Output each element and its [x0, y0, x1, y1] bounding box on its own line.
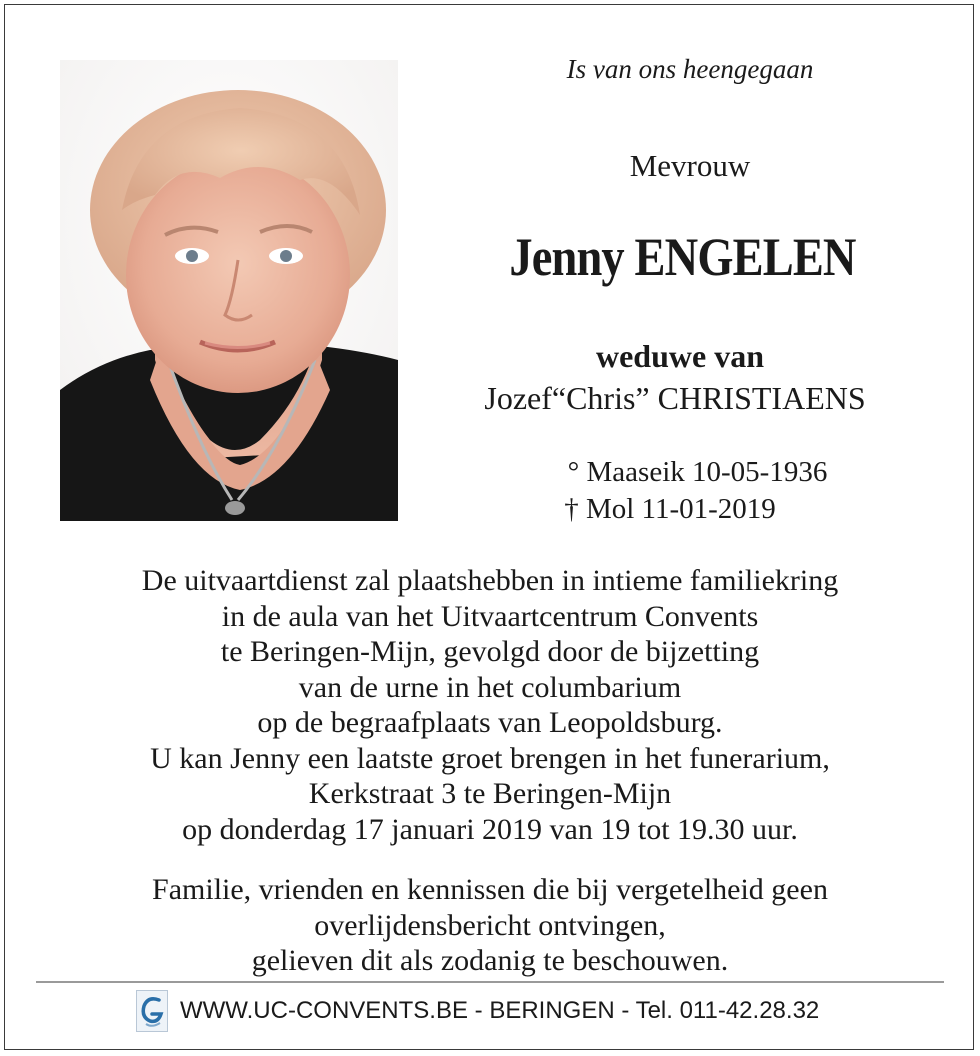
service-line: U kan Jenny een laatste groet brengen in het funerarium, [150, 741, 830, 775]
portrait-photo [60, 60, 398, 521]
deceased-name: Jenny ENGELEN [509, 227, 856, 287]
uc-convents-logo-icon [136, 990, 168, 1032]
footer [136, 990, 819, 1032]
spouse-name: Jozef“Chris” CHRISTIAENS [484, 380, 866, 416]
service-line: van de urne in het columbarium [298, 670, 682, 704]
footer-contact: WWW.UC-CONVENTS.BE - BERINGEN - Tel. 011-42.28.32 [180, 997, 820, 1024]
service-line: op donderdag 17 januari 2019 van 19 tot 19.30 uur. [182, 812, 798, 846]
service-line: in de aula van het Uitvaartcentrum Convents [221, 599, 759, 633]
widow-label: weduwe van [595, 338, 764, 374]
service-line: De uitvaartdienst zal plaatshebben in intieme familiekring [141, 564, 839, 597]
family-notice [0, 872, 980, 979]
service-line: op de begraafplaats van Leopoldsburg. [257, 706, 723, 739]
birth-date: ° Maaseik 10-05-1936 [567, 456, 828, 488]
service-line: te Beringen-Mijn, gevolgd door de bijzetting [220, 635, 760, 668]
notice-line: overlijdensbericht ontvingen, [314, 908, 666, 942]
death-date: † Mol 11-01-2019 [564, 493, 776, 525]
intro-text: Is van ons heengegaan [566, 54, 814, 84]
service-line: Kerkstraat 3 te Beringen-Mijn [308, 777, 672, 810]
notice-line: Familie, vrienden en kennissen die bij vergetelheid geen [152, 873, 828, 906]
notice-line: gelieven dit als zodanig te beschouwen. [251, 944, 729, 977]
service-details [0, 563, 980, 847]
footer-divider [36, 981, 944, 983]
honorific: Mevrouw [629, 148, 751, 183]
